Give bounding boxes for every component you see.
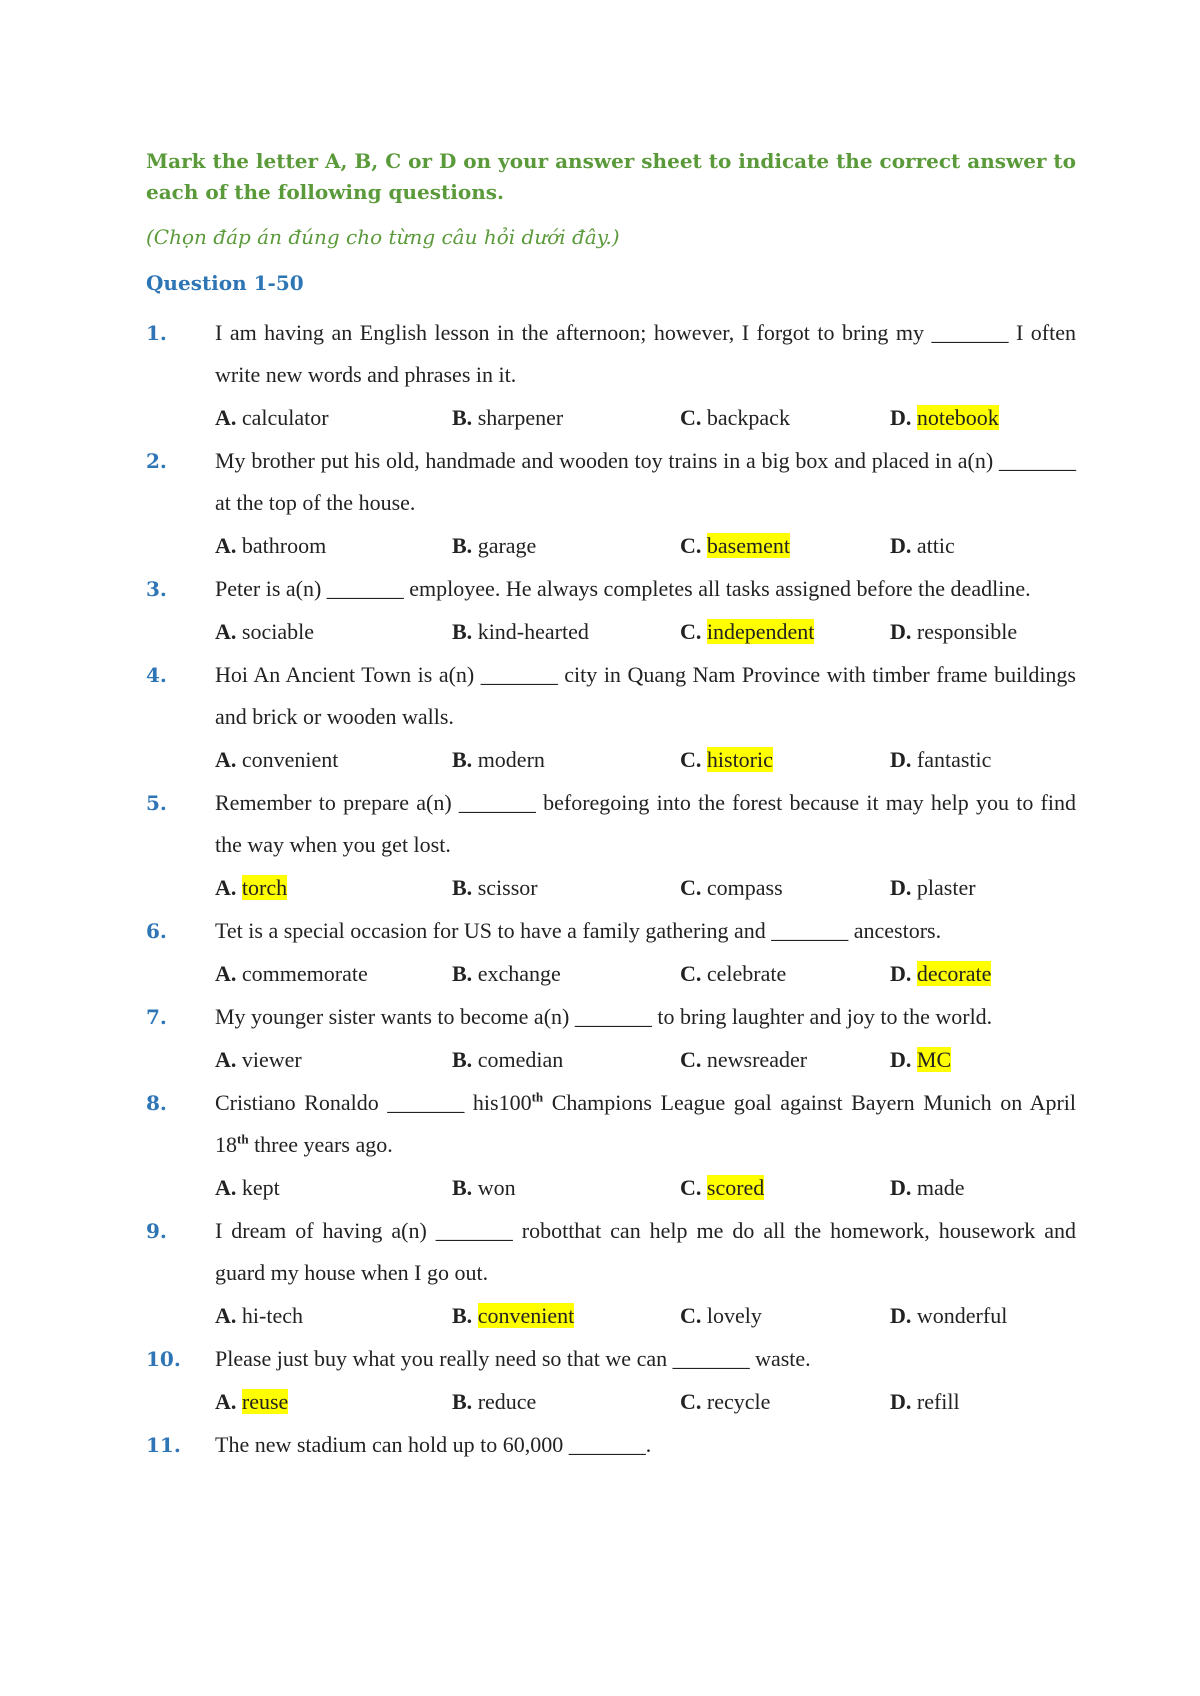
answer-option[interactable] (215, 739, 452, 781)
answer-option[interactable] (890, 953, 1076, 995)
question-list (146, 312, 1076, 1466)
option-letter: B. (452, 1303, 473, 1328)
answer-option[interactable] (680, 1039, 890, 1081)
highlighted-answer-text: convenient (477, 1303, 575, 1328)
option-text: calculator (241, 405, 329, 430)
highlighted-answer-text: torch (241, 875, 288, 900)
option-letter: A. (215, 875, 237, 900)
option-letter: C. (680, 747, 702, 772)
question-stem: I am having an English lesson in the afternoon; however, I forgot to bring my _______ I often write new words and phrases in it. (215, 320, 1076, 387)
option-letter: D. (890, 1047, 912, 1072)
option-letter: B. (452, 533, 473, 558)
answer-option[interactable] (452, 1167, 680, 1209)
answer-option[interactable] (680, 1167, 890, 1209)
option-text: refill (916, 1389, 960, 1414)
question-item (146, 568, 1076, 654)
answer-option[interactable] (680, 525, 890, 567)
answer-option[interactable] (452, 953, 680, 995)
option-letter: A. (215, 747, 237, 772)
highlighted-answer-text: reuse (241, 1389, 289, 1414)
question-number: 3. (146, 577, 167, 601)
option-text: plaster (916, 875, 976, 900)
option-text: comedian (477, 1047, 564, 1072)
answer-option[interactable] (215, 525, 452, 567)
option-letter: C. (680, 619, 702, 644)
answer-option[interactable] (680, 953, 890, 995)
answer-option[interactable] (890, 1167, 1076, 1209)
answer-option[interactable] (452, 1039, 680, 1081)
option-text: exchange (477, 961, 561, 986)
answer-options (215, 1380, 1076, 1424)
option-letter: C. (680, 1047, 702, 1072)
stem-text: Cristiano Ronaldo _______ his100 (215, 1090, 532, 1115)
option-letter: A. (215, 405, 237, 430)
question-item (146, 1082, 1076, 1210)
answer-options (215, 610, 1076, 654)
option-letter: A. (215, 1047, 237, 1072)
option-text: attic (916, 533, 955, 558)
answer-options (215, 1294, 1076, 1338)
option-letter: B. (452, 875, 473, 900)
answer-option[interactable] (215, 1039, 452, 1081)
option-letter: D. (890, 533, 912, 558)
option-text: responsible (916, 619, 1018, 644)
answer-options (215, 396, 1076, 440)
option-text: bathroom (241, 533, 327, 558)
question-item (146, 1424, 1076, 1466)
option-letter: D. (890, 619, 912, 644)
answer-option[interactable] (680, 397, 890, 439)
answer-option[interactable] (890, 867, 1076, 909)
question-stem: I dream of having a(n) _______ robotthat can help me do all the homework, housework and guard my house when I go out. (215, 1218, 1076, 1285)
question-stem: Please just buy what you really need so that we can _______ waste. (215, 1346, 811, 1371)
question-stem: Tet is a special occasion for US to have a family gathering and _______ ancestors. (215, 918, 942, 943)
question-item (146, 1210, 1076, 1338)
answer-option[interactable] (890, 525, 1076, 567)
answer-options (215, 1038, 1076, 1082)
option-letter: B. (452, 405, 473, 430)
question-range-heading: Question 1-50 (146, 271, 304, 295)
answer-option[interactable] (452, 1381, 680, 1423)
option-letter: B. (452, 1389, 473, 1414)
answer-option[interactable] (680, 1381, 890, 1423)
option-letter: B. (452, 961, 473, 986)
answer-options (215, 866, 1076, 910)
option-text: hi-tech (241, 1303, 303, 1328)
answer-options (215, 1166, 1076, 1210)
option-letter: C. (680, 875, 702, 900)
option-text: garage (477, 533, 537, 558)
highlighted-answer-text: basement (706, 533, 790, 558)
answer-option[interactable] (452, 397, 680, 439)
question-item (146, 654, 1076, 782)
question-stem: My younger sister wants to become a(n) _______ to bring laughter and joy to the world. (215, 1004, 993, 1029)
question-number: 2. (146, 449, 167, 473)
question-item (146, 910, 1076, 996)
question-number: 11. (146, 1433, 181, 1457)
answer-option[interactable] (452, 867, 680, 909)
answer-option[interactable] (890, 1295, 1076, 1337)
answer-option[interactable] (215, 867, 452, 909)
answer-option[interactable] (680, 1295, 890, 1337)
question-stem: My brother put his old, handmade and wooden toy trains in a big box and placed in a(n) _______ at the top of the house. (215, 448, 1076, 515)
question-number: 9. (146, 1219, 167, 1243)
option-text: celebrate (706, 961, 787, 986)
option-text: won (477, 1175, 516, 1200)
question-item (146, 440, 1076, 568)
highlighted-answer-text: historic (706, 747, 773, 772)
stem-text: three years ago. (248, 1132, 393, 1157)
option-letter: B. (452, 619, 473, 644)
stem-text: Champions League goal against Bayern Munich on April 18 (215, 1090, 1077, 1157)
highlighted-answer-text: scored (706, 1175, 765, 1200)
instruction-translation: (Chọn đáp án đúng cho từng câu hỏi dưới đây.) (146, 225, 620, 249)
option-text: made (916, 1175, 965, 1200)
ordinal-suffix: th (237, 1131, 249, 1147)
option-text: convenient (241, 747, 339, 772)
option-text: scissor (477, 875, 538, 900)
answer-option[interactable] (452, 1295, 680, 1337)
question-item (146, 996, 1076, 1082)
option-letter: D. (890, 1303, 912, 1328)
option-letter: A. (215, 619, 237, 644)
option-letter: C. (680, 1389, 702, 1414)
option-letter: B. (452, 747, 473, 772)
answer-option[interactable] (215, 1295, 452, 1337)
answer-option[interactable] (890, 1381, 1076, 1423)
option-text: sociable (241, 619, 314, 644)
option-text: commemorate (241, 961, 368, 986)
option-text: lovely (706, 1303, 762, 1328)
option-letter: A. (215, 1389, 237, 1414)
option-letter: A. (215, 961, 237, 986)
highlighted-answer-text: decorate (916, 961, 992, 986)
option-letter: C. (680, 405, 702, 430)
answer-option[interactable] (890, 1039, 1076, 1081)
question-item (146, 1338, 1076, 1424)
option-letter: D. (890, 1175, 912, 1200)
question-number: 5. (146, 791, 167, 815)
question-number: 6. (146, 919, 167, 943)
option-letter: B. (452, 1047, 473, 1072)
option-text: compass (706, 875, 783, 900)
question-stem: The new stadium can hold up to 60,000 _______. (215, 1432, 652, 1457)
option-text: viewer (241, 1047, 302, 1072)
answer-option[interactable] (890, 739, 1076, 781)
answer-option[interactable] (680, 739, 890, 781)
option-text: reduce (477, 1389, 537, 1414)
question-number: 7. (146, 1005, 167, 1029)
question-number: 10. (146, 1347, 181, 1371)
answer-option[interactable] (215, 1381, 452, 1423)
highlighted-answer-text: independent (706, 619, 815, 644)
option-text: kind-hearted (477, 619, 589, 644)
option-text: recycle (706, 1389, 771, 1414)
answer-option[interactable] (452, 525, 680, 567)
option-letter: D. (890, 747, 912, 772)
option-text: backpack (706, 405, 790, 430)
option-text: kept (241, 1175, 280, 1200)
answer-option[interactable] (890, 611, 1076, 653)
answer-option[interactable] (215, 1167, 452, 1209)
ordinal-suffix: th (531, 1089, 544, 1105)
question-item (146, 782, 1076, 910)
answer-option[interactable] (215, 611, 452, 653)
question-number: 1. (146, 321, 167, 345)
answer-option[interactable] (215, 397, 452, 439)
option-letter: D. (890, 875, 912, 900)
highlighted-answer-text: MC (916, 1047, 952, 1072)
option-letter: A. (215, 1175, 237, 1200)
option-letter: D. (890, 405, 912, 430)
option-text: wonderful (916, 1303, 1008, 1328)
option-letter: A. (215, 1303, 237, 1328)
answer-option[interactable] (452, 611, 680, 653)
question-item (146, 312, 1076, 440)
answer-option[interactable] (680, 611, 890, 653)
answer-option[interactable] (680, 867, 890, 909)
answer-options (215, 952, 1076, 996)
option-letter: C. (680, 961, 702, 986)
question-number: 4. (146, 663, 167, 687)
option-letter: D. (890, 961, 912, 986)
question-stem: Hoi An Ancient Town is a(n) _______ city in Quang Nam Province with timber frame buildings and brick or wooden walls. (215, 662, 1076, 729)
option-text: fantastic (916, 747, 992, 772)
question-number: 8. (146, 1091, 167, 1115)
answer-option[interactable] (890, 397, 1076, 439)
question-stem: Remember to prepare a(n) _______ beforegoing into the forest because it may help you to find the way when you get lost. (215, 790, 1076, 857)
option-letter: C. (680, 1303, 702, 1328)
answer-options (215, 524, 1076, 568)
question-stem: Peter is a(n) _______ employee. He always completes all tasks assigned before the deadline. (215, 576, 1031, 601)
option-text: sharpener (477, 405, 564, 430)
option-letter: C. (680, 1175, 702, 1200)
option-text: newsreader (706, 1047, 808, 1072)
highlighted-answer-text: notebook (916, 405, 999, 430)
answer-option[interactable] (215, 953, 452, 995)
option-letter: D. (890, 1389, 912, 1414)
question-stem (215, 1082, 1076, 1166)
option-letter: C. (680, 533, 702, 558)
answer-option[interactable] (452, 739, 680, 781)
answer-options (215, 738, 1076, 782)
instruction-text: Mark the letter A, B, C or D on your answer sheet to indicate the correct answer to each of the following questions. (146, 149, 1077, 204)
option-letter: B. (452, 1175, 473, 1200)
option-text: modern (477, 747, 545, 772)
option-letter: A. (215, 533, 237, 558)
